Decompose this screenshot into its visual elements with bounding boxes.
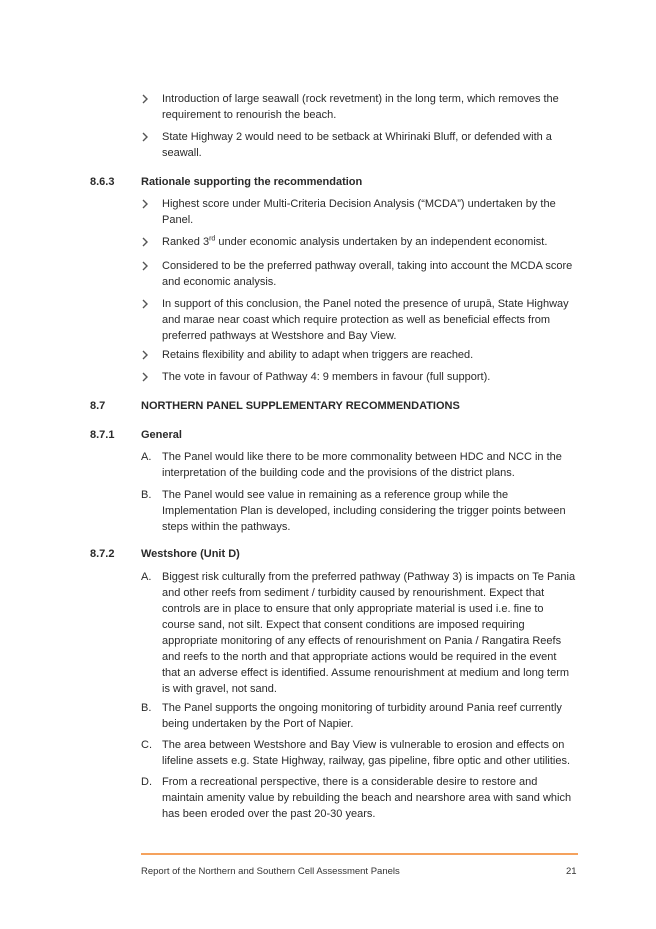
list-item: The Panel would like there to be more commonality between HDC and NCC in the interpretation of the building code and the provisions of the district plans. bbox=[162, 451, 562, 479]
footer-title: Report of the Northern and Southern Cell Assessment Panels bbox=[141, 866, 400, 877]
list-item: The Panel supports the ongoing monitoring of turbidity around Pania reef currently being undertaken by the Port of Napier. bbox=[162, 702, 562, 730]
page-number: 21 bbox=[566, 866, 577, 877]
chevron-right-icon bbox=[141, 237, 151, 247]
section-title: Westshore (Unit D) bbox=[141, 548, 240, 560]
list-label: B. bbox=[141, 489, 152, 501]
chevron-right-icon bbox=[141, 132, 151, 142]
section-number: 8.7 bbox=[90, 400, 106, 412]
list-item: Biggest risk culturally from the preferred pathway (Pathway 3) is impacts on Te Pania and other reefs from sediment / turbidity caused by renourishment. Expect that controls are in place to ensure that only appropriate material is used i.e. fine to course sand, not silt. Expect that consent conditions are imposed requiring appropriate monitoring of any effects of renourishment on Pania / Rangatira Reefs and reefs to the north and that appropriate actions would be required in the event that an adverse effect is identified. Assume renourishment at medium and long term is with gravel, not sand. bbox=[162, 571, 576, 695]
bullet-text: Retains flexibility and ability to adapt when triggers are reached. bbox=[162, 349, 474, 361]
list-label: D. bbox=[141, 776, 152, 788]
list-item: From a recreational perspective, there is a considerable desire to restore and maintain amenity value by rebuilding the beach and nearshore area with sand which has been eroded over the past 20-30 years. bbox=[162, 776, 572, 820]
bullet-text: State Highway 2 would need to be setback at Whirinaki Bluff, or defended with a seawall. bbox=[162, 131, 552, 159]
chevron-right-icon bbox=[141, 199, 151, 209]
chevron-right-icon bbox=[141, 299, 151, 309]
bullet-text-ranked: Ranked 3rd under economic analysis undertaken by an independent economist. bbox=[162, 235, 548, 248]
list-item: The area between Westshore and Bay View is vulnerable to erosion and effects on lifeline assets e.g. State Highway, railway, gas pipeline, fibre optic and other utilities. bbox=[162, 739, 571, 767]
bullet-text: In support of this conclusion, the Panel noted the presence of urupā, State Highway and marae near coast which require protection as well as beneficial effects from preferred pathways at Westshore and Bay View. bbox=[162, 298, 569, 342]
bullet-text: Considered to be the preferred pathway overall, taking into account the MCDA score and economic analysis. bbox=[162, 260, 573, 288]
section-title: Rationale supporting the recommendation bbox=[141, 176, 363, 188]
section-number: 8.7.1 bbox=[90, 429, 115, 441]
list-item: The Panel would see value in remaining as a reference group while the Implementation Plan is developed, including considering the trigger points between steps within the pathways. bbox=[162, 489, 566, 533]
bullet-text: The vote in favour of Pathway 4: 9 members in favour (full support). bbox=[162, 371, 491, 383]
chevron-right-icon bbox=[141, 261, 151, 271]
list-label: A. bbox=[141, 571, 152, 583]
chevron-right-icon bbox=[141, 350, 151, 360]
list-label: A. bbox=[141, 451, 152, 463]
bullet-text: Introduction of large seawall (rock revetment) in the long term, which removes the requirement to renourish the beach. bbox=[162, 93, 559, 121]
list-label: C. bbox=[141, 739, 152, 751]
section-number: 8.6.3 bbox=[90, 176, 115, 188]
chevron-right-icon bbox=[141, 372, 151, 382]
section-title: NORTHERN PANEL SUPPLEMENTARY RECOMMENDATIONS bbox=[141, 400, 460, 412]
list-label: B. bbox=[141, 702, 152, 714]
bullet-text: Highest score under Multi-Criteria Decision Analysis (“MCDA”) undertaken by the Panel. bbox=[162, 198, 556, 226]
chevron-right-icon bbox=[141, 94, 151, 104]
section-number: 8.7.2 bbox=[90, 548, 115, 560]
section-title: General bbox=[141, 429, 182, 441]
footer-rule bbox=[141, 853, 578, 855]
